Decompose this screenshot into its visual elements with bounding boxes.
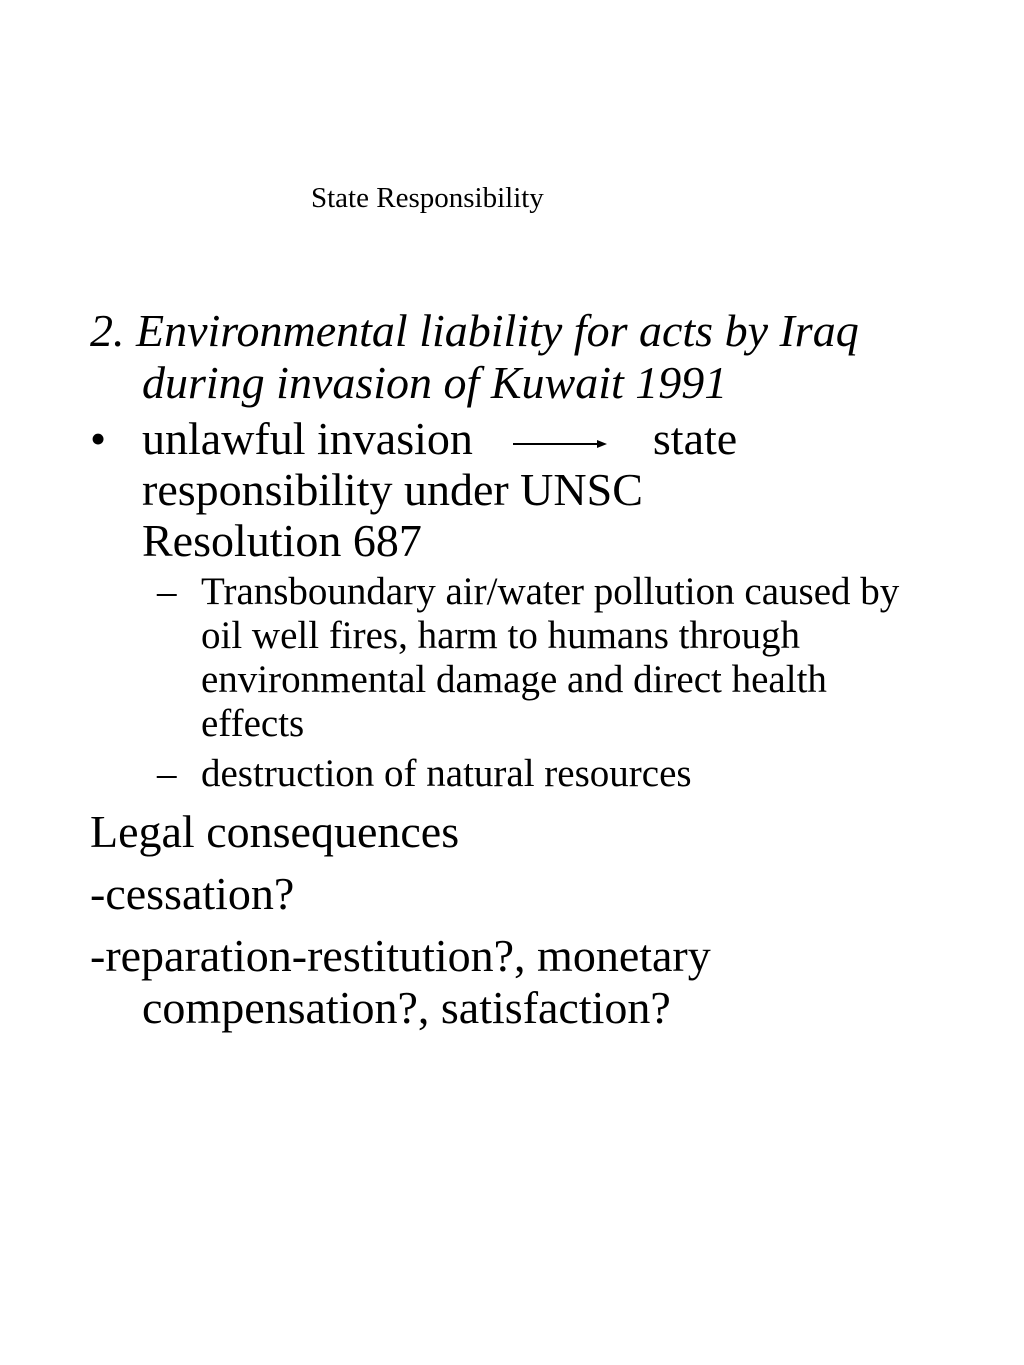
sub-list-item <box>142 752 990 796</box>
dash-icon: – <box>157 570 177 613</box>
sub-list <box>90 570 990 796</box>
consequences-heading: Legal consequences <box>90 806 460 857</box>
sub-list-item <box>142 570 931 746</box>
section-heading: 2. Environmental liability for acts by Iraq during invasion of Kuwait 1991 <box>90 305 859 408</box>
slide-title: State Responsibility <box>311 182 544 214</box>
bullet-text-start: unlawful invasion <box>142 413 473 464</box>
dash-icon: – <box>157 752 177 795</box>
slide-content <box>90 305 990 1034</box>
sub-item-text: destruction of natural resources <box>201 752 692 795</box>
bullet-text-continuation: responsibility under UNSC Resolution 687 <box>142 464 643 566</box>
bullet-item <box>90 413 990 566</box>
consequence-item: -cessation? <box>90 868 295 919</box>
sub-item-text: Transboundary air/water pollution caused by oil well fires, harm to humans through environmental damage and direct health effects <box>201 570 900 745</box>
consequence-item: -reparation-restitution?, monetary compensation?, satisfaction? <box>90 930 711 1033</box>
right-arrow-icon <box>473 428 653 458</box>
bullet-icon: • <box>90 413 107 464</box>
bullet-text-after-arrow: state <box>652 413 738 464</box>
